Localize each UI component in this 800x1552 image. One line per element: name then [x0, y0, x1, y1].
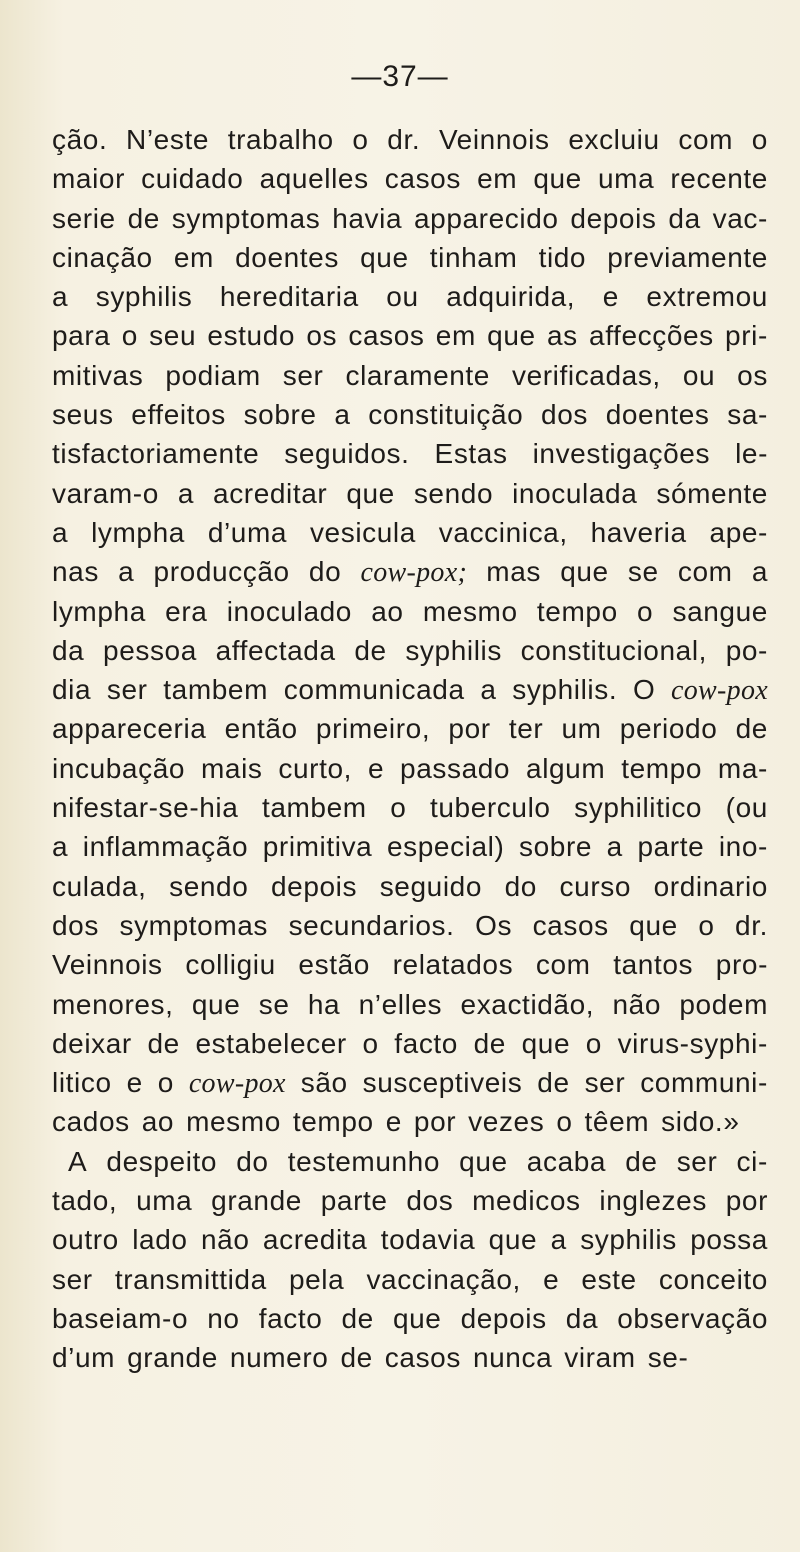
text-line: menores, que se ha n’elles exactidão, não podem	[52, 988, 768, 1020]
text-line: tisfactoriamente seguidos. Estas investigações le-	[52, 438, 768, 470]
text-line: a inflammação primitiva especial) sobre a parte ino-	[52, 831, 768, 863]
text-line: baseiam-o no facto de que depois da observação	[52, 1302, 768, 1334]
text-line: outro lado não acredita todavia que a syphilis possa	[52, 1224, 768, 1256]
text-line: deixar de estabelecer o facto de que o virus-syphi-	[52, 1027, 768, 1059]
text-line: para o seu estudo os casos em que as affecções pri-	[52, 320, 768, 352]
text-line: maior cuidado aquelles casos em que uma recente	[52, 163, 768, 195]
text-line: dia ser tambem communicada a syphilis. O cow-pox	[52, 674, 768, 707]
text-line: cados ao mesmo tempo e por vezes o têem sido.»	[52, 1106, 740, 1138]
text-line: incubação mais curto, e passado algum tempo ma-	[52, 752, 768, 784]
text-line: litico e o cow-pox são susceptiveis de ser communi-	[52, 1067, 768, 1100]
page-number: —37—	[351, 60, 449, 93]
text-line: dos symptomas secundarios. Os casos que o dr.	[52, 909, 768, 941]
text-line: d’um grande numero de casos nunca viram se-	[52, 1342, 689, 1374]
text-line: appareceria então primeiro, por ter um periodo de	[52, 713, 768, 745]
text-line: Veinnois colligiu estão relatados com tantos pro-	[52, 949, 768, 981]
text-line: cinação em doentes que tinham tido previamente	[52, 241, 768, 273]
text-line: tado, uma grande parte dos medicos inglezes por	[52, 1185, 768, 1217]
text-line: mitivas podiam ser claramente verificadas, ou os	[52, 359, 768, 391]
text-line: da pessoa affectada de syphilis constitucional, po-	[52, 634, 768, 666]
text-line: A despeito do testemunho que acaba de ser ci-	[68, 1145, 768, 1177]
text-line: serie de symptomas havia apparecido depois da vac-	[52, 202, 768, 234]
text-line: ção. N’este trabalho o dr. Veinnois excluiu com o	[52, 124, 768, 155]
text-line: a syphilis hereditaria ou adquirida, e extremou	[52, 281, 768, 313]
text-line: seus effeitos sobre a constituição dos doentes sa-	[52, 399, 768, 431]
text-line: nifestar-se-hia tambem o tuberculo syphilitico (ou	[52, 792, 768, 824]
text-line: lympha era inoculado ao mesmo tempo o sangue	[52, 595, 768, 627]
text-line: a lympha d’uma vesicula vaccinica, haveria ape-	[52, 516, 768, 548]
body-text	[52, 120, 768, 1378]
text-line: varam-o a acreditar que sendo inoculada sómente	[52, 477, 768, 509]
text-line: culada, sendo depois seguido do curso ordinario	[52, 870, 768, 902]
text-line: ser transmittida pela vaccinação, e este conceito	[52, 1263, 768, 1295]
text-line: nas a producção do cow-pox; mas que se com a	[52, 556, 768, 589]
